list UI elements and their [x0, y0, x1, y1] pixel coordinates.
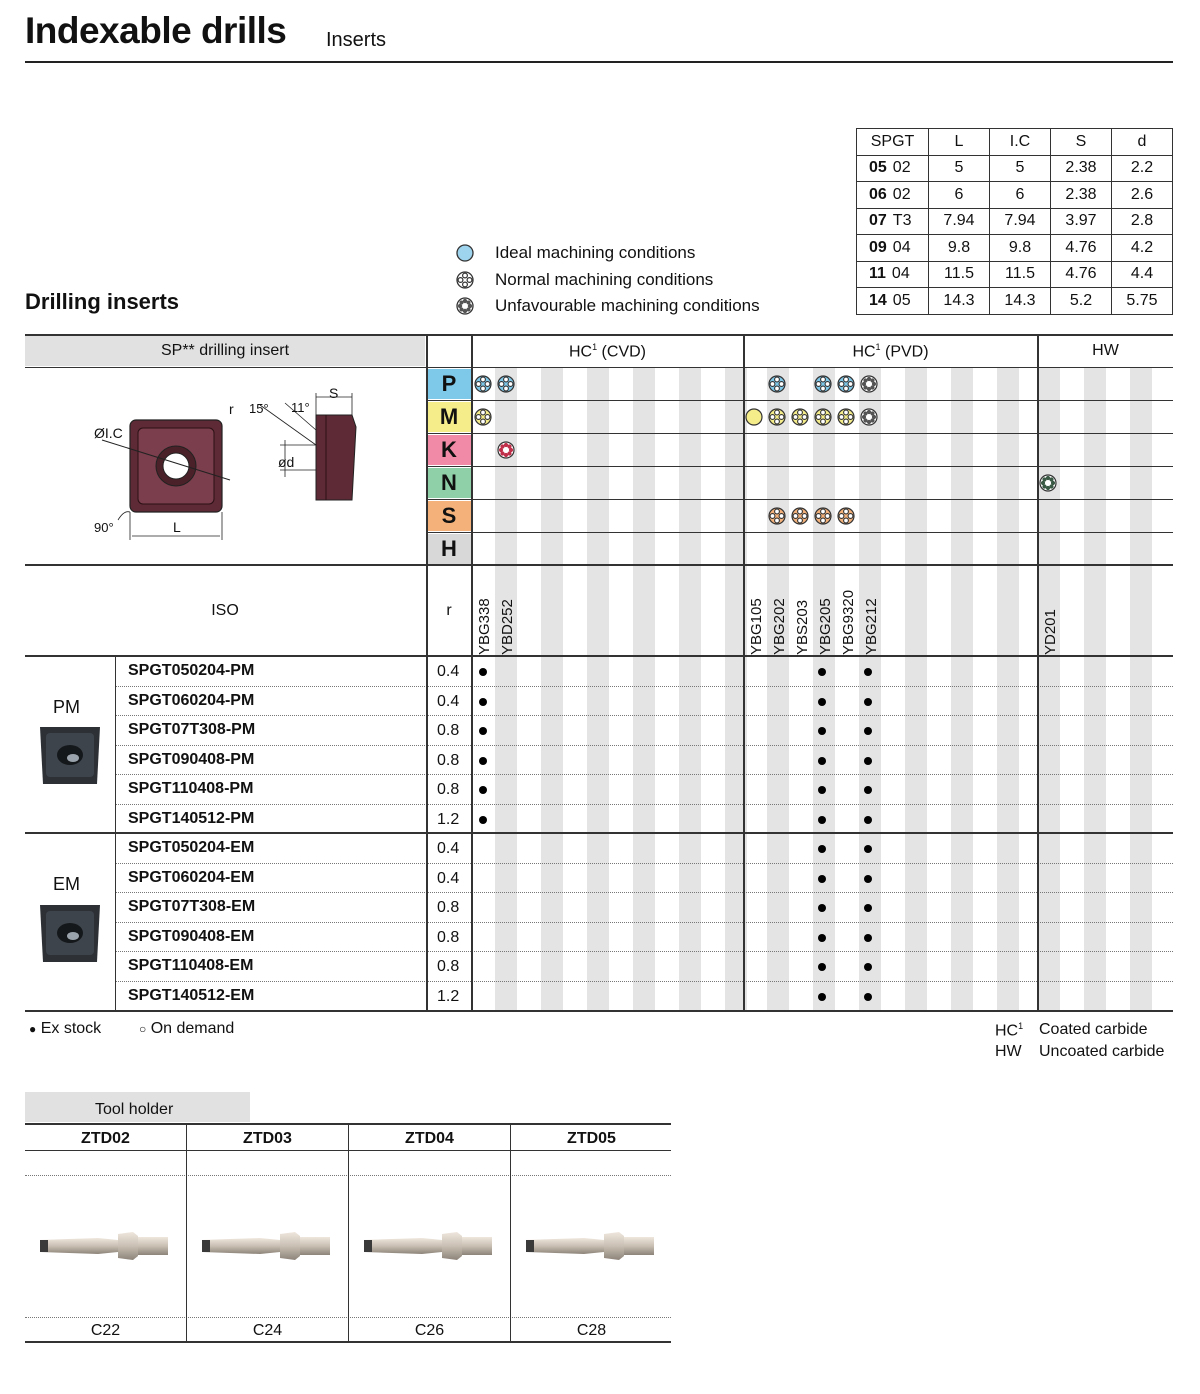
material-m: M: [427, 402, 471, 432]
dims-col-ic: I.C: [990, 129, 1051, 156]
normal-flower-icon: [792, 409, 808, 425]
holder-name: ZTD04: [405, 1130, 454, 1147]
iso-code: SPGT140512-EM: [128, 986, 255, 1004]
dims-col-d: d: [1112, 129, 1173, 156]
footer-ex-stock: ● Ex stock: [29, 1020, 102, 1037]
grade-ybg9320: YBG9320: [840, 589, 857, 655]
column-stripe: [1130, 368, 1152, 1010]
page-title: Indexable drills: [25, 10, 287, 51]
dims-header-row: [857, 129, 1173, 156]
material-n: N: [427, 468, 471, 498]
column-stripe: [859, 368, 881, 1010]
corner-radius-value: 0.4: [437, 692, 460, 710]
normal-flower-icon: [475, 376, 491, 392]
section-title: Drilling inserts: [25, 289, 180, 314]
column-stripe: [541, 368, 563, 1010]
iso-code: SPGT110408-PM: [128, 780, 254, 797]
legend-unfavourable: [455, 294, 760, 318]
iso-code: SPGT110408-EM: [128, 957, 254, 974]
diagram-label-90: 90°: [94, 520, 114, 535]
column-stripe: [1038, 368, 1060, 1010]
dims-row: 05 02 5 5 2.38 2.2: [857, 155, 1173, 182]
insert-header: SP** drilling insert: [160, 342, 290, 359]
diagram-label-r: r: [229, 401, 234, 417]
normal-flower-icon: [455, 270, 475, 290]
diagram-label-11: 11°: [291, 400, 310, 415]
grade-ybg105: YBG105: [748, 598, 765, 655]
col-divider: [471, 334, 473, 1011]
holder-col-divider: [510, 1124, 511, 1342]
col-divider: [743, 334, 745, 1011]
grade-ybd252: YBD252: [499, 599, 516, 655]
column-stripe: [495, 368, 517, 1010]
ex-stock-dot: [864, 934, 872, 942]
grade-ybg338: YBG338: [476, 598, 493, 655]
ex-stock-dot: [479, 757, 487, 765]
holder-name: ZTD02: [81, 1130, 130, 1147]
ex-stock-dot: [818, 845, 826, 853]
group-label-em: EM: [53, 874, 80, 894]
holder-col-divider: [348, 1124, 349, 1342]
ex-stock-dot: [818, 757, 826, 765]
corner-radius-value: 0.4: [437, 869, 460, 887]
diagram-label-ic: ØI.C: [94, 425, 123, 441]
grade-ybg202: YBG202: [771, 598, 788, 655]
iso-code: SPGT060204-PM: [128, 691, 255, 709]
tool-holder-title: Tool holder: [95, 1101, 174, 1118]
normal-flower-icon: [475, 409, 491, 425]
column-stripe: [633, 368, 655, 1010]
row-separator: [116, 892, 1173, 893]
ex-stock-dot: [818, 698, 826, 706]
corner-radius-value: 1.2: [437, 810, 460, 828]
ex-stock-dot: [864, 698, 872, 706]
dims-col-l: L: [929, 129, 990, 156]
corner-radius-value: 0.4: [437, 663, 460, 680]
ex-stock-dot: [864, 727, 872, 735]
corner-radius-value: 0.8: [437, 781, 460, 798]
legend-normal-label: Normal machining conditions: [495, 270, 714, 289]
header-bottom-rule: [25, 367, 1173, 368]
row-separator: [116, 981, 1173, 982]
corner-radius-value: 0.8: [437, 958, 460, 975]
iso-code: SPGT050204-PM: [128, 662, 255, 679]
col-divider-group: [115, 656, 116, 1010]
ex-stock-dot: [479, 727, 487, 735]
row-separator: [116, 745, 1173, 746]
ex-stock-dot: [479, 668, 487, 676]
ex-stock-dot: [818, 816, 826, 824]
footer-hw-desc: Uncoated carbide: [1039, 1043, 1165, 1060]
dims-col-s: S: [1051, 129, 1112, 156]
row-separator: [116, 951, 1173, 952]
ex-stock-dot: [864, 963, 872, 971]
iso-code: SPGT140512-PM: [128, 809, 255, 827]
iso-code: SPGT090408-EM: [128, 927, 255, 945]
group-header-hc-pvd: $HC^1$ (PVD): [852, 342, 929, 361]
footer-hw-abbr: HW: [995, 1043, 1022, 1060]
row-separator: [116, 686, 1173, 687]
group-header-hc-cvd: $HC^1$ (CVD): [568, 342, 646, 361]
row-separator: [116, 804, 1173, 805]
legend-ideal-label: Ideal machining conditions: [495, 243, 696, 262]
ideal-circle-icon: [455, 243, 475, 263]
iso-code: SPGT07T308-EM: [128, 898, 256, 915]
group-divider-rule: [25, 832, 1173, 834]
ex-stock-dot: [818, 727, 826, 735]
ex-stock-dot: [479, 698, 487, 706]
group-label-pm: PM: [53, 697, 80, 717]
holder-name: ZTD03: [243, 1130, 292, 1147]
group-header-hw: HW: [1092, 342, 1119, 359]
title-divider: [25, 61, 1173, 63]
insert-diagram: [80, 385, 370, 550]
material-rule: [427, 400, 1173, 401]
holder-code: C22: [90, 1322, 121, 1339]
ex-stock-dot: [818, 786, 826, 794]
table-top-rule: [25, 334, 1173, 336]
material-rule: [427, 499, 1173, 500]
row-separator: [116, 715, 1173, 716]
legend-normal: [455, 268, 713, 292]
dims-row: 09 04 9.8 9.8 4.76 4.2: [857, 235, 1173, 262]
row-separator: [116, 863, 1173, 864]
dims-row: 11 04 11.5 11.5 4.76 4.4: [857, 261, 1173, 288]
normal-flower-icon: [838, 508, 854, 524]
ex-stock-dot: [818, 875, 826, 883]
grade-ybg212: YBG212: [863, 598, 880, 655]
column-stripe: [679, 368, 701, 1010]
column-stripe: [767, 368, 789, 1010]
col-divider: [1037, 334, 1039, 1011]
column-stripe: [997, 368, 1019, 1010]
material-h: H: [427, 534, 471, 564]
ex-stock-dot: [864, 757, 872, 765]
column-stripe: [813, 368, 835, 1010]
ex-stock-dot: [818, 904, 826, 912]
normal-flower-icon: [792, 508, 808, 524]
row-separator: [116, 922, 1173, 923]
pm-insert-image: [37, 724, 103, 790]
drill-holder-image: [362, 1226, 502, 1266]
footer-hc-abbr: $HC^1$: [995, 1021, 1024, 1040]
ex-stock-dot: [818, 668, 826, 676]
ex-stock-dot: [864, 816, 872, 824]
iso-code: SPGT090408-PM: [128, 750, 255, 768]
ideal-circle-icon: [746, 409, 762, 425]
grade-ybg205: YBG205: [817, 598, 834, 655]
ex-stock-dot: [479, 786, 487, 794]
dims-row: 06 02 6 6 2.38 2.6: [857, 182, 1173, 209]
page-subtitle: Inserts: [326, 29, 387, 51]
ex-stock-dot: [864, 904, 872, 912]
holder-code: C24: [252, 1322, 283, 1339]
ex-stock-dot: [864, 668, 872, 676]
material-rule: [427, 433, 1173, 434]
column-stripe: [587, 368, 609, 1010]
unfavourable-flower-icon: [455, 296, 475, 316]
row-separator: [116, 774, 1173, 775]
holder-code: C26: [414, 1322, 445, 1339]
corner-radius-value: 0.8: [437, 899, 460, 916]
diagram-label-15: 15°: [249, 401, 269, 416]
legend-unfavourable-label: Unfavourable machining conditions: [495, 296, 760, 315]
legend-ideal: [455, 241, 695, 265]
corner-radius-value: 0.8: [437, 722, 460, 739]
ex-stock-dot: [864, 786, 872, 794]
ex-stock-dot: [864, 845, 872, 853]
ex-stock-dot: [864, 993, 872, 1001]
holder-col-divider: [186, 1124, 187, 1342]
ex-stock-dot: [818, 993, 826, 1001]
diagram-label-l: L: [173, 519, 181, 535]
dims-row: 14 05 14.3 14.3 5.2 5.75: [857, 288, 1173, 315]
filled-dot-icon: ●: [29, 1022, 37, 1036]
holder-name: ZTD05: [567, 1130, 616, 1147]
ex-stock-dot: [818, 963, 826, 971]
column-stripe: [1084, 368, 1106, 1010]
iso-code: SPGT060204-EM: [128, 868, 255, 886]
dimensions-table: [856, 128, 1173, 315]
corner-radius-value: 0.4: [437, 840, 460, 857]
iso-code: SPGT050204-EM: [128, 839, 255, 856]
holder-code: C28: [576, 1322, 607, 1339]
iso-header: ISO: [211, 602, 239, 619]
footer-on-demand: ○ On demand: [139, 1020, 235, 1037]
iso-code: SPGT07T308-PM: [128, 721, 256, 738]
col-divider: [426, 334, 428, 1011]
material-k: K: [427, 435, 471, 465]
material-p: P: [427, 369, 471, 399]
table-bottom-rule: [25, 1010, 1173, 1012]
material-rule: [427, 466, 1173, 467]
diagram-label-s: S: [329, 385, 339, 401]
column-stripe: [951, 368, 973, 1010]
corner-radius-value: 0.8: [437, 928, 460, 946]
ex-stock-dot: [864, 875, 872, 883]
open-dot-icon: ○: [139, 1022, 147, 1036]
normal-flower-icon: [838, 409, 854, 425]
corner-radius-value: 1.2: [437, 987, 460, 1005]
material-rule: [427, 532, 1173, 533]
diagram-bottom-rule: [25, 564, 1173, 566]
material-s: S: [427, 501, 471, 531]
drill-holder-image: [524, 1226, 664, 1266]
normal-flower-icon: [838, 376, 854, 392]
r-header: r: [446, 602, 452, 619]
drill-holder-image: [200, 1226, 340, 1266]
em-insert-image: [37, 902, 103, 968]
grade-yd201: YD201: [1042, 609, 1059, 655]
diagram-label-d: ød: [278, 454, 295, 470]
column-stripe: [905, 368, 927, 1010]
ex-stock-dot: [818, 934, 826, 942]
grade-ybs203: YBS203: [794, 599, 811, 655]
footer-hc-desc: Coated carbide: [1039, 1021, 1148, 1038]
dims-row: 07 T3 7.94 7.94 3.97 2.8: [857, 208, 1173, 235]
corner-radius-value: 0.8: [437, 751, 460, 769]
dims-col-spgt: SPGT: [857, 129, 929, 156]
grade-header-bottom-rule: [25, 655, 1173, 657]
drill-holder-image: [38, 1226, 178, 1266]
ex-stock-dot: [479, 816, 487, 824]
